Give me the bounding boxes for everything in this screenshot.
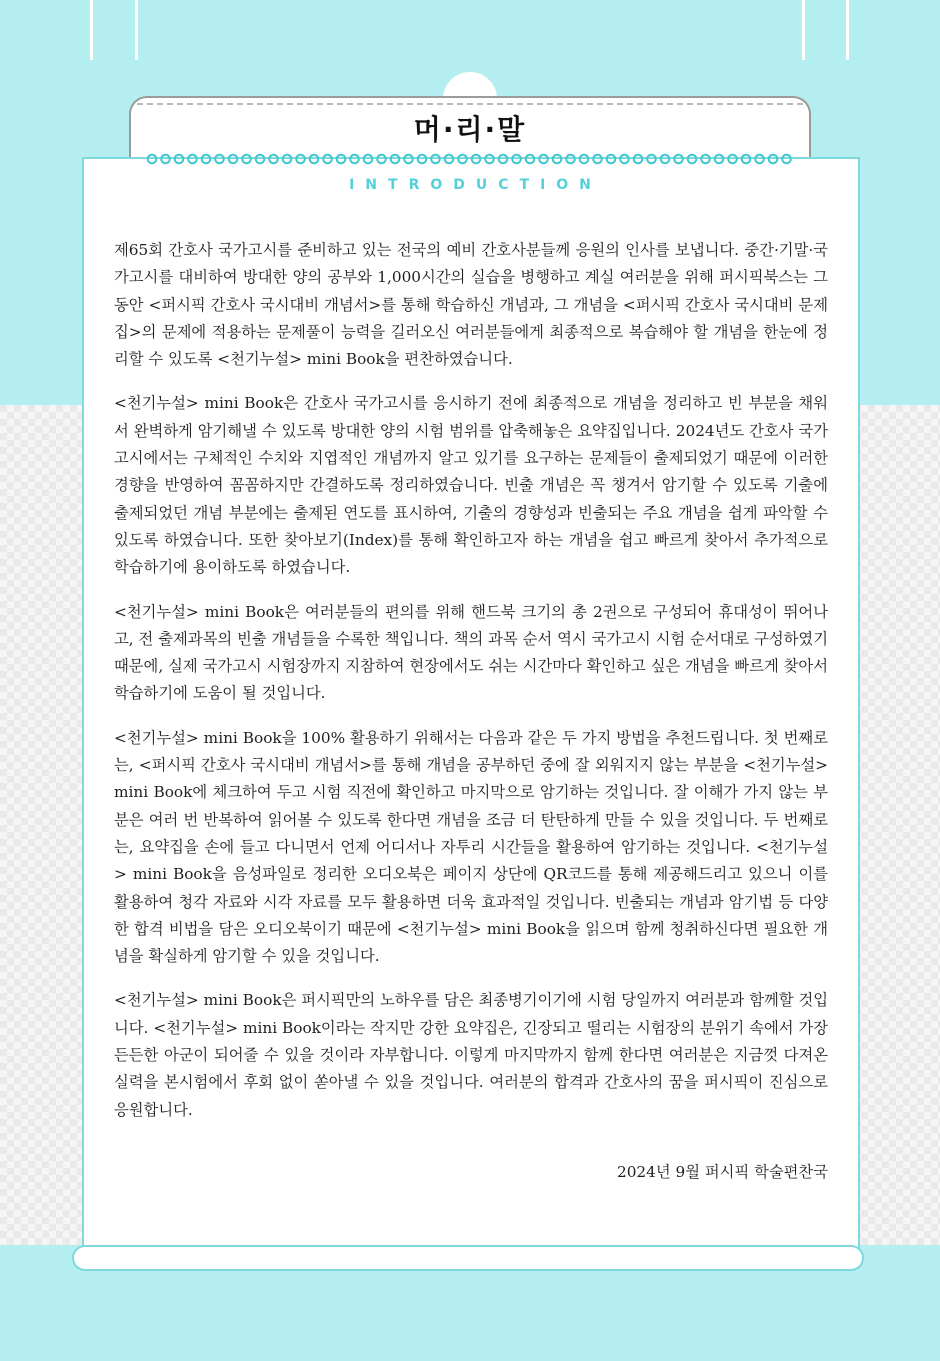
paragraph: <천기누설> mini Book은 간호사 국가고시를 응시하기 전에 최종적으로 개념을 정리하고 빈 부분을 채워서 완벽하게 암기해낼 수 있도록 방대한 양의 시험 범위를 압축해놓은 요약집입니다. 2024년도 간호사 국가고시에서는 구체적인 수치와 지엽적인 개념까지 알고 있기를 요구하는 문제들이 출제되었기 때문에 이러한 경향을 반영하여 꼼꼼하지만 간결하도록 정리하였습니다. 빈출 개념은 꼭 챙겨서 암기할 수 있도록 기출에 출제되었던 개념 부분에는 출제된 연도를 표시하여, 기출의 경향성과 빈출되는 주요 개념을 쉽게 파악할 수 있도록 하였습니다. 또한 찾아보기(Index)를 통해 확인하고자 하는 개념을 쉽고 빠르게 찾아서 추가적으로 학습하기에 용이하도록 하였습니다. xyxy=(114,394,828,577)
decor-line xyxy=(802,0,805,60)
binding-rings xyxy=(145,152,795,166)
page-subtitle: INTRODUCTION xyxy=(349,177,602,193)
bottom-roll xyxy=(72,1245,864,1271)
paragraph: <천기누설> mini Book은 여러분들의 편의를 위해 핸드북 크기의 총 2권으로 구성되어 휴대성이 뛰어나고, 전 출제과목의 빈출 개념들을 수록한 책입니다. 책의 과목 순서 역시 국가고시 시험 순서대로 구성하였기 때문에, 실제 국가고시 시험장까지 지참하여 현장에서도 쉬는 시간마다 확인하고 싶은 개념을 빠르게 찾아서 학습하기에 도움이 될 것입니다. xyxy=(114,602,828,703)
decor-line xyxy=(846,0,849,60)
page-title: 머·리·말 xyxy=(413,113,527,146)
intro-body xyxy=(114,237,828,1141)
paragraph: 제65회 간호사 국가고시를 준비하고 있는 전국의 예비 간호사분들께 응원의 인사를 보냅니다. 중간·기말·국가고시를 대비하여 방대한 양의 공부와 1,000시간의 실습을 병행하고 계실 여러분을 위해 퍼시픽북스는 그동안 <퍼시픽 간호사 국시대비 개념서>를 통해 학습하신 개념과, 그 개념을 <퍼시픽 간호사 국시대비 문제집>의 문제에 적용하는 문제풀이 능력을 길러오신 여러분들에게 최종적으로 복습해야 할 개념을 한눈에 정리할 수 있도록 <천기누설> mini Book을 편찬하였습니다. xyxy=(114,241,828,369)
paragraph: <천기누설> mini Book은 퍼시픽만의 노하우를 담은 최종병기이기에 시험 당일까지 여러분과 함께할 것입니다. <천기누설> mini Book이라는 작지만 강한 요약집은, 긴장되고 떨리는 시험장의 분위기 속에서 가장 든든한 아군이 되어줄 수 있을 것이라 자부합니다. 이렇게 마지막까지 함께 한다면 여러분은 지금껏 다져온 실력을 본시험에서 후회 없이 쏟아낼 수 있을 것입니다. 여러분의 합격과 간호사의 꿈을 퍼시픽이 진심으로 응원합니다. xyxy=(114,991,828,1119)
decor-line xyxy=(135,0,138,60)
signature: 2024년 9월 퍼시픽 학술편찬국 xyxy=(616,1163,828,1181)
decor-line xyxy=(90,0,93,60)
paragraph: <천기누설> mini Book을 100% 활용하기 위해서는 다음과 같은 두 가지 방법을 추천드립니다. 첫 번째로는, <퍼시픽 간호사 국시대비 개념서>를 통해 개념을 공부하던 중에 잘 외워지지 않는 부분을 <천기누설> mini Book에 체크하여 두고 시험 직전에 확인하고 마지막으로 암기하는 것입니다. 잘 이해가 가지 않는 부분은 여러 번 반복하여 읽어볼 수 있도록 한다면 개념을 조금 더 탄탄하게 만들 수 있을 것입니다. 두 번째로는, 요약집을 손에 들고 다니면서 언제 어디서나 자투리 시간들을 활용하여 암기하는 것입니다. <천기누설> mini Book을 음성파일로 정리한 오디오북은 페이지 상단에 QR코드를 통해 제공해드리고 있으니 이를 활용하여 청각 자료와 시각 자료를 모두 활용하면 더욱 효과적일 것입니다. 빈출되는 개념과 암기법 등 다양한 합격 비법을 담은 오디오북이기 때문에 <천기누설> mini Book을 읽으며 함께 청취하신다면 필요한 개념을 확실하게 암기할 수 있을 것입니다. xyxy=(114,728,828,966)
